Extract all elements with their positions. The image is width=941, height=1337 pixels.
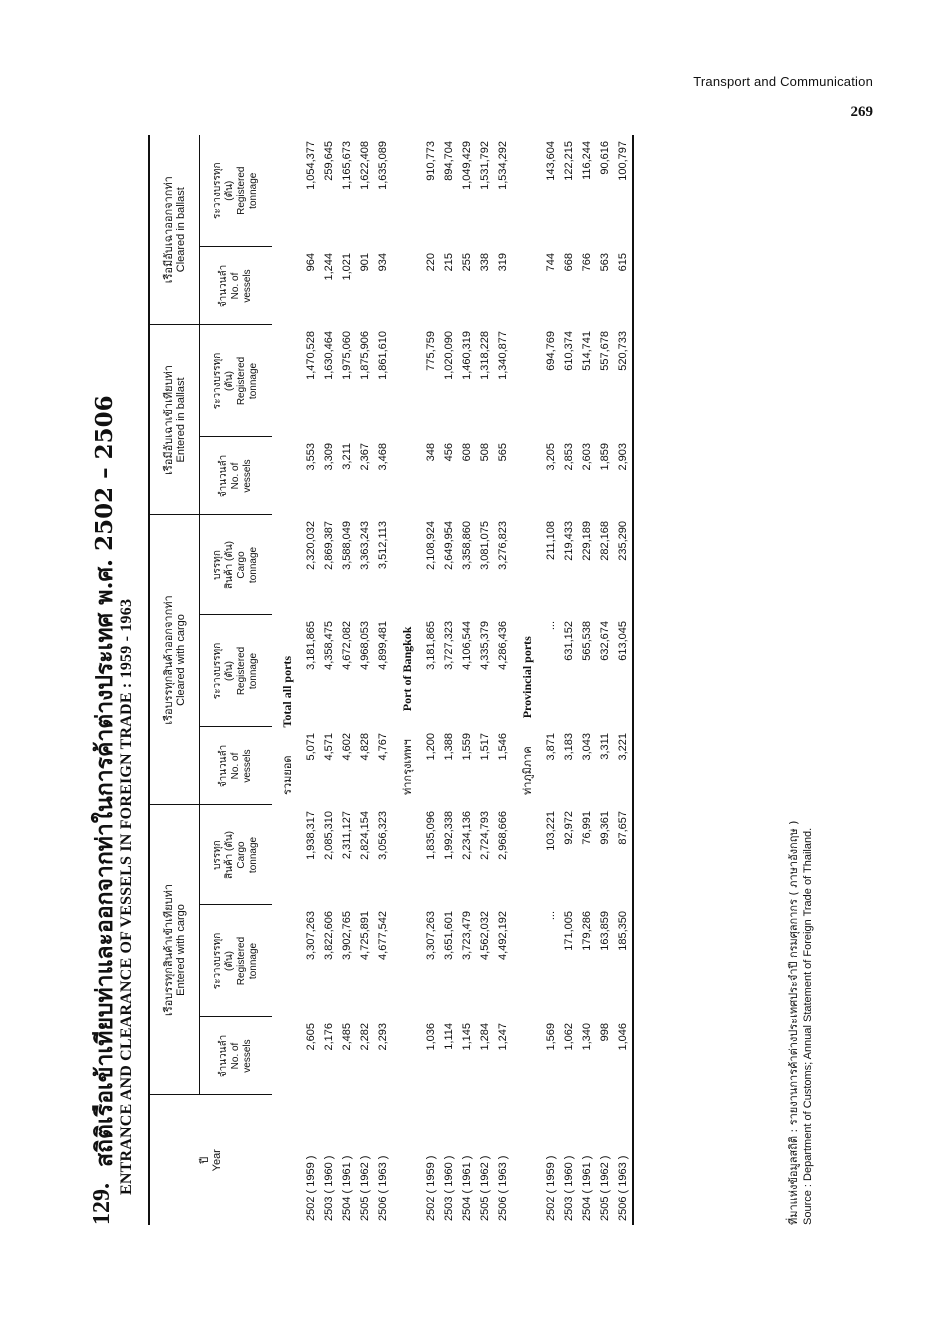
value-cell: 520,733: [614, 325, 633, 437]
value-cell: 1,200: [425, 732, 437, 761]
col-label-thai: ระวางบรรทุก: [212, 352, 223, 410]
table-row: [494, 135, 512, 1225]
value-cell: 1,021: [341, 252, 353, 281]
value-cell: 744: [545, 252, 557, 272]
value-cell: ...: [545, 620, 557, 631]
value-cell: 2,968,666: [497, 810, 509, 860]
table-title: [86, 135, 144, 1225]
value-cell: 1,622,408: [359, 140, 371, 190]
value-cell: 4,968,053: [359, 620, 371, 670]
value-cell: 2,853: [563, 442, 575, 471]
value-cell: 3,307,263: [425, 911, 437, 960]
value-cell: 3,183: [563, 732, 575, 761]
year-cell: 2505 ( 1962 ): [359, 1155, 371, 1221]
value-cell: 1,062: [563, 1023, 575, 1051]
source-thai: ที่มาแห่งข้อมูลสถิติ : รายงานการค้าต่างประเทศประจำปี กรมศุลกากร ( ภาษาอังกฤษ ): [787, 820, 800, 1225]
value-cell: 2,824,154: [359, 810, 371, 860]
table-row: [302, 135, 320, 1225]
year-cell: 2503 ( 1960 ): [563, 1155, 575, 1221]
value-cell: 319: [497, 252, 509, 272]
table-body: [272, 135, 633, 1225]
value-cell: 1,835,096: [425, 810, 437, 860]
value-cell: 2,724,793: [479, 810, 491, 860]
value-cell: 2,320,032: [305, 520, 317, 570]
value-cell: 2,176: [323, 1023, 335, 1051]
group-thai: เรือบรรทุกสินค้าออกจากท่า: [162, 595, 175, 725]
value-cell: 1,517: [479, 732, 491, 761]
value-cell: ...: [545, 911, 557, 921]
value-cell: 348: [425, 442, 437, 462]
value-cell: 90,616: [599, 140, 611, 175]
value-cell: 1,020,090: [443, 330, 455, 380]
table-row: [356, 135, 374, 1225]
value-cell: 901: [359, 252, 371, 272]
value-cell: 220: [425, 252, 437, 272]
value-cell: 3,307,263: [305, 911, 317, 960]
col-vessels: [200, 727, 273, 805]
value-cell: 610,374: [563, 330, 575, 371]
col-label-en: tonnage: [248, 172, 259, 209]
value-cell: 3,588,049: [341, 520, 353, 570]
vessels-table: [148, 135, 634, 1225]
value-cell: 1,875,906: [359, 330, 371, 380]
col-registered: [200, 905, 273, 1017]
value-cell: 99,361: [599, 810, 611, 845]
value-cell: 3,363,243: [359, 520, 371, 570]
group-entered-cargo: [149, 805, 200, 1095]
col-label-unit: (ตัน): [224, 660, 235, 681]
value-cell: 1,247: [497, 1023, 509, 1051]
section-heading: [392, 135, 422, 1095]
value-cell: 4,602: [341, 732, 353, 761]
title-thai: สถิติเรือเข้าเทียบท่าและออกจากท่าในการค้าต่างประเทศ พ.ศ. 2502 – 2506: [91, 395, 118, 1167]
value-cell: 3,723,479: [461, 911, 473, 960]
col-label-thai: บรรทุก: [212, 550, 223, 580]
value-cell: 4,767: [377, 732, 389, 761]
value-cell: 282,168: [599, 520, 611, 561]
value-cell: 631,152: [563, 620, 575, 661]
year-cell: 2504 ( 1961 ): [341, 1155, 353, 1221]
table-number: 129.: [89, 1183, 115, 1225]
col-label-en: No. of: [230, 752, 241, 780]
value-cell: 964: [305, 252, 317, 272]
value-cell: 3,309: [323, 442, 335, 471]
year-cell: 2506 ( 1963 ): [377, 1155, 389, 1221]
value-cell: 565: [497, 442, 509, 462]
col-label-en: tonnage: [248, 652, 259, 690]
col-vessels: [200, 437, 273, 515]
table-row: [338, 135, 356, 1225]
value-cell: 565,538: [581, 620, 593, 661]
col-label-thai: จำนวนลำ: [218, 1034, 229, 1078]
value-cell: 1,046: [614, 1017, 633, 1095]
year-cell: 2502 ( 1959 ): [545, 1155, 557, 1221]
value-cell: 1,859: [599, 442, 611, 471]
value-cell: 2,085,310: [323, 810, 335, 860]
value-cell: 3,871: [545, 732, 557, 761]
value-cell: 4,828: [359, 732, 371, 761]
value-cell: 3,512,113: [377, 520, 389, 570]
value-cell: 259,645: [323, 140, 335, 181]
value-cell: 4,286,436: [497, 620, 509, 670]
value-cell: 1,036: [425, 1023, 437, 1051]
header-group-row: [149, 135, 200, 1225]
col-label-en: Registered: [236, 936, 247, 986]
value-cell: 255: [461, 252, 473, 272]
value-cell: 219,433: [563, 520, 575, 561]
value-cell: 934: [377, 252, 389, 272]
group-en: Entered in ballast: [174, 377, 187, 463]
col-registered: [200, 325, 273, 437]
table-row: [458, 135, 476, 1225]
value-cell: 1,531,792: [479, 140, 491, 190]
group-cleared-ballast: [149, 135, 200, 325]
value-cell: 229,189: [581, 520, 593, 561]
year-cell: 2505 ( 1962 ): [479, 1155, 491, 1221]
value-cell: 179,286: [581, 911, 593, 951]
value-cell: 4,677,542: [377, 911, 389, 960]
section-heading-row: [392, 135, 422, 1225]
group-en: Cleared with cargo: [174, 614, 187, 706]
section-label-en: Total all ports: [280, 655, 294, 728]
year-header: [149, 1095, 272, 1225]
value-cell: 211,108: [545, 520, 557, 560]
value-cell: 3,553: [305, 442, 317, 471]
col-vessels: [200, 247, 273, 325]
value-cell: 3,468: [377, 442, 389, 471]
group-cleared-cargo: [149, 515, 200, 805]
table-row: [542, 135, 560, 1225]
value-cell: 5,071: [305, 732, 317, 761]
col-label-en: Registered: [236, 646, 247, 696]
value-cell: 100,797: [614, 135, 633, 247]
value-cell: 171,005: [563, 911, 575, 951]
col-label-thai: จำนวนลำ: [218, 744, 229, 788]
year-cell: 2503 ( 1960 ): [323, 1155, 335, 1221]
col-label-en: Registered: [236, 166, 247, 215]
year-cell: 2504 ( 1961 ): [461, 1155, 473, 1221]
value-cell: 2,603: [581, 442, 593, 471]
value-cell: 3,081,075: [479, 520, 491, 570]
value-cell: 557,678: [599, 330, 611, 371]
value-cell: 103,221: [545, 810, 557, 851]
section-spacer: [272, 1095, 302, 1225]
table-row: [560, 135, 578, 1225]
value-cell: 2,485: [341, 1023, 353, 1051]
value-cell: 4,562,032: [479, 911, 491, 960]
col-label-thai: ระวางบรรทุก: [212, 932, 223, 990]
col-cargo: [200, 805, 273, 905]
value-cell: 1,114: [443, 1023, 455, 1050]
col-label-en: No. of: [230, 272, 241, 300]
col-vessels: [200, 1017, 273, 1095]
group-thai: เรือบรรทุกสินค้าเข้าเทียบท่า: [162, 883, 175, 1017]
section-label-thai: รวมยอด: [281, 755, 294, 795]
value-cell: 3,358,860: [461, 520, 473, 570]
value-cell: 1,635,089: [377, 140, 389, 190]
value-cell: 3,822,606: [323, 911, 335, 960]
value-cell: 3,221: [614, 727, 633, 805]
value-cell: 1,340: [581, 1023, 593, 1051]
col-label-en: vessels: [242, 269, 253, 303]
group-thai: เรือมีอับเฉาออกจากท่า: [162, 176, 175, 284]
table-row: [476, 135, 494, 1225]
value-cell: 910,773: [425, 140, 437, 181]
value-cell: 1,569: [545, 1023, 557, 1051]
value-cell: 2,282: [359, 1023, 371, 1051]
col-label-en: vessels: [242, 1039, 253, 1073]
value-cell: 338: [479, 252, 491, 272]
value-cell: 1,630,464: [323, 330, 335, 380]
page-number: 269: [850, 104, 873, 120]
footnotes: [786, 135, 816, 1225]
col-label-en: No. of: [230, 462, 241, 490]
value-cell: 4,492,192: [497, 911, 509, 960]
value-cell: 4,899,481: [377, 620, 389, 670]
year-cell: 2503 ( 1960 ): [443, 1155, 455, 1221]
value-cell: 2,869,387: [323, 520, 335, 570]
value-cell: 3,043: [581, 732, 593, 761]
section-spacer: [392, 1095, 422, 1225]
value-cell: 116,244: [581, 140, 593, 180]
table-row: [422, 135, 440, 1225]
col-label-unit: (ตัน): [224, 370, 235, 391]
value-cell: 3,311: [599, 732, 611, 760]
rotated-table-page: [86, 135, 846, 1225]
value-cell: 775,759: [425, 330, 437, 371]
value-cell: 514,741: [581, 330, 593, 371]
header-column-row: [200, 135, 273, 1225]
col-registered: [200, 135, 273, 247]
value-cell: 4,672,082: [341, 620, 353, 670]
value-cell: 1,340,877: [497, 330, 509, 380]
col-label-en: vessels: [242, 749, 253, 783]
value-cell: 668: [563, 252, 575, 272]
col-label-unit: (ตัน): [224, 951, 235, 971]
year-header-en: Year: [211, 1149, 223, 1172]
group-entered-ballast: [149, 325, 200, 515]
value-cell: 1,049,429: [461, 140, 473, 190]
value-cell: 3,727,323: [443, 620, 455, 670]
value-cell: 2,605: [305, 1023, 317, 1051]
value-cell: 2,108,924: [425, 520, 437, 570]
value-cell: 2,649,954: [443, 520, 455, 570]
value-cell: 1,534,292: [497, 140, 509, 190]
value-cell: 2,903: [614, 437, 633, 515]
year-cell: 2502 ( 1959 ): [305, 1155, 317, 1221]
value-cell: 4,358,475: [323, 620, 335, 670]
value-cell: 508: [479, 442, 491, 462]
section-label-en: Provincial ports: [520, 636, 534, 719]
value-cell: 143,604: [545, 140, 557, 181]
value-cell: 92,972: [563, 810, 575, 845]
value-cell: 215: [443, 252, 455, 272]
value-cell: 1,938,317: [305, 810, 317, 860]
table-row: [374, 135, 392, 1225]
value-cell: 1,992,338: [443, 810, 455, 860]
value-cell: 185,350: [614, 905, 633, 1017]
col-label-thai: ระวางบรรทุก: [212, 162, 223, 220]
value-cell: 1,388: [443, 732, 455, 761]
value-cell: 3,205: [545, 442, 557, 471]
value-cell: 163,859: [599, 911, 611, 951]
value-cell: 2,234,136: [461, 810, 473, 860]
value-cell: 2,367: [359, 442, 371, 471]
value-cell: 4,335,379: [479, 620, 491, 670]
value-cell: 3,211: [341, 442, 353, 470]
value-cell: 87,657: [614, 805, 633, 905]
value-cell: 694,769: [545, 330, 557, 371]
col-label-thai: ระวางบรรทุก: [212, 642, 223, 700]
value-cell: 1,546: [497, 732, 509, 761]
value-cell: 4,106,544: [461, 620, 473, 670]
title-english: ENTRANCE AND CLEARANCE OF VESSELS IN FOREIGN TRADE : 1959 - 1963: [118, 598, 135, 1195]
value-cell: 122,215: [563, 140, 575, 181]
col-label-en: No. of: [230, 1042, 241, 1070]
section-heading-row: [512, 135, 542, 1225]
value-cell: 3,902,765: [341, 911, 353, 960]
value-cell: 3,651,601: [443, 911, 455, 960]
col-label-en: Cargo: [236, 551, 247, 579]
value-cell: 235,290: [614, 515, 633, 615]
col-registered: [200, 615, 273, 727]
section-heading-row: [272, 135, 302, 1225]
value-cell: 1,559: [461, 732, 473, 761]
running-head: Transport and Communication: [693, 74, 873, 89]
section-heading: [272, 135, 302, 1095]
col-label-thai: สินค้า (ตัน): [224, 830, 235, 879]
value-cell: 613,045: [614, 615, 633, 727]
year-cell: 2504 ( 1961 ): [581, 1155, 593, 1221]
table-row: [596, 135, 614, 1225]
value-cell: 563: [599, 252, 611, 272]
table-row: [614, 135, 633, 1225]
value-cell: 608: [461, 442, 473, 462]
section-label-thai: ท่ากรุงเทพฯ: [401, 739, 414, 795]
col-label-en: tonnage: [248, 546, 259, 584]
value-cell: 2,293: [377, 1023, 389, 1051]
table-row: [440, 135, 458, 1225]
value-cell: 3,181,865: [425, 620, 437, 670]
value-cell: 3,276,823: [497, 520, 509, 570]
table-row: [578, 135, 596, 1225]
section-heading: [512, 135, 542, 1095]
value-cell: 766: [581, 252, 593, 272]
col-label-unit: (ตัน): [224, 180, 235, 201]
value-cell: 3,056,323: [377, 810, 389, 860]
value-cell: 615: [614, 247, 633, 325]
table-row: [320, 135, 338, 1225]
col-label-thai: สินค้า (ตัน): [224, 540, 235, 589]
group-en: Cleared in ballast: [174, 187, 187, 273]
value-cell: 632,674: [599, 620, 611, 661]
col-label-en: vessels: [242, 459, 253, 493]
value-cell: 1,054,377: [305, 140, 317, 190]
col-label-en: Registered: [236, 356, 247, 406]
value-cell: 894,704: [443, 140, 455, 181]
year-cell: 2505 ( 1962 ): [599, 1155, 611, 1221]
section-spacer: [512, 1095, 542, 1225]
group-en: Entered with cargo: [174, 904, 187, 996]
col-label-thai: บรรทุก: [212, 840, 223, 870]
year-header-thai: ปี: [199, 1156, 211, 1164]
col-label-thai: จำนวนลำ: [218, 454, 229, 498]
year-cell: 2506 ( 1963 ): [614, 1095, 633, 1225]
value-cell: 1,975,060: [341, 330, 353, 380]
value-cell: 2,311,127: [341, 810, 353, 860]
year-cell: 2502 ( 1959 ): [425, 1155, 437, 1221]
value-cell: 1,460,319: [461, 330, 473, 380]
value-cell: 3,181,865: [305, 620, 317, 670]
value-cell: 1,284: [479, 1023, 491, 1051]
col-cargo: [200, 515, 273, 615]
value-cell: 4,725,891: [359, 911, 371, 960]
col-label-en: Cargo: [236, 841, 247, 869]
value-cell: 1,861,610: [377, 330, 389, 380]
col-label-thai: จำนวนลำ: [218, 264, 229, 308]
col-label-en: tonnage: [248, 362, 259, 400]
value-cell: 76,991: [581, 810, 593, 845]
value-cell: 1,318,228: [479, 330, 491, 380]
value-cell: 998: [599, 1023, 611, 1042]
col-label-en: tonnage: [248, 942, 259, 980]
group-thai: เรือมีอับเฉาเข้าเทียบท่า: [162, 365, 175, 475]
year-cell: 2506 ( 1963 ): [497, 1155, 509, 1221]
col-label-en: tonnage: [248, 836, 259, 874]
value-cell: 1,165,673: [341, 140, 353, 190]
source-english: Source : Department of Customs; Annual Statement of Foreign Trade of Thailand.: [802, 827, 814, 1225]
section-label-thai: ท่าภูมิภาค: [521, 746, 534, 795]
value-cell: 4,571: [323, 732, 335, 761]
value-cell: 1,145: [461, 1023, 473, 1051]
value-cell: 456: [443, 442, 455, 462]
value-cell: 1,470,528: [305, 330, 317, 380]
value-cell: 1,244: [323, 252, 335, 281]
section-label-en: Port of Bangkok: [400, 626, 414, 712]
